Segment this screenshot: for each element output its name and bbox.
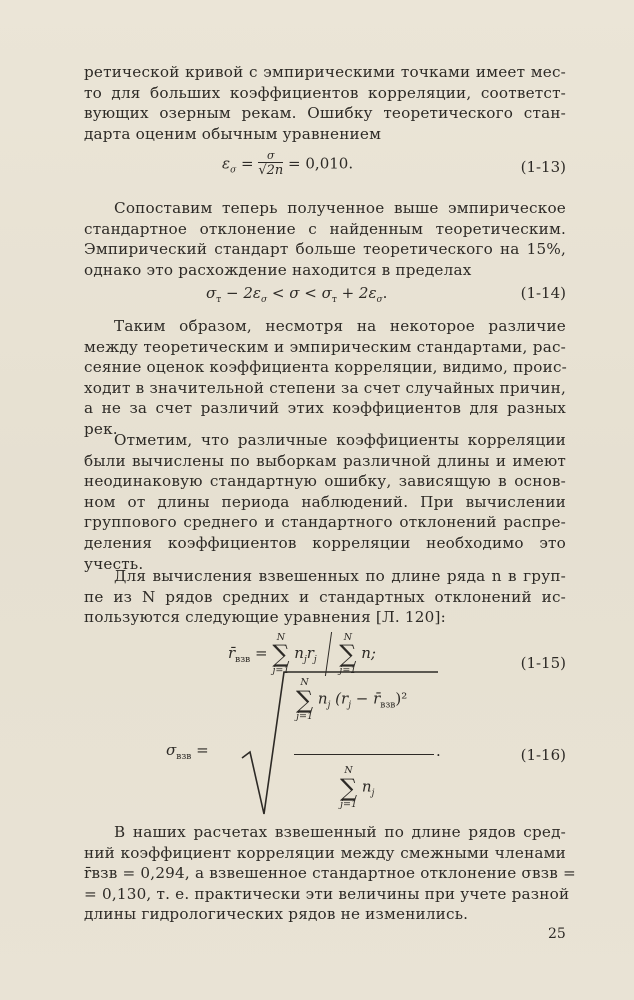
eq-subscript: σ xyxy=(376,295,383,305)
text-line: r̄взв = 0,294, а взвешенное стандартное отклонение σвзв = xyxy=(84,864,576,883)
text-line: сеяние оценок коэффициента корреляции, видимо, проис- xyxy=(84,358,568,377)
eq-term: . xyxy=(382,284,388,302)
text-line: вующих озерным рекам. Ошибку теоретического стан- xyxy=(84,104,566,123)
text-line: то для больших коэффициентов корреляции, соответст- xyxy=(84,83,566,102)
fraction-denominator: √2n xyxy=(258,163,284,178)
fraction xyxy=(258,150,283,179)
sum-upper-limit: N xyxy=(343,631,352,643)
equation-1-13: $\varepsilon_\sigma$ = $\frac{\sigma}{√2n}$ = 0,010. xyxy=(222,149,354,178)
eq-subscript: т xyxy=(331,295,337,305)
text-line: В наших расчетах взвешенный по длине рядов сред- xyxy=(114,823,566,841)
equation-number: (1-14) xyxy=(520,284,566,302)
text-line: Отметим, что различные коэффициенты корреляции xyxy=(114,431,566,449)
eq-term: n xyxy=(294,644,304,662)
sum-lower-limit: j=1 xyxy=(339,665,357,676)
eq-sign: = xyxy=(196,741,209,759)
sum-lower-limit: j=1 xyxy=(340,798,358,810)
eq-term: . xyxy=(436,742,441,760)
text-line: ретической кривой с эмпирическими точками имеет мес- xyxy=(84,63,566,81)
paragraph-6 xyxy=(84,822,576,925)
text-line: стандартное отклонение с найденным теоретическим. xyxy=(84,219,566,238)
eq-symbol: σ xyxy=(166,741,177,759)
text-line: Сопоставим теперь полученное выше эмпирическое xyxy=(114,199,566,217)
sum-lower-limit: j=1 xyxy=(296,710,314,722)
eq-term: r xyxy=(306,644,314,662)
eq-subscript: взв xyxy=(380,700,396,711)
eq-symbol: r̄ xyxy=(228,644,236,662)
text-line: пе из N рядов средних и стандартных отклонений ис- xyxy=(84,587,566,606)
text-line: деления коэффициентов корреляции необходимо это xyxy=(84,533,566,552)
eq-term: − 2ε xyxy=(226,284,261,302)
text-line: длины гидрологических рядов не изменились. xyxy=(84,905,469,924)
equation-number: (1-13) xyxy=(520,158,566,176)
fraction-bar xyxy=(294,754,434,755)
eq-subscript: j xyxy=(313,655,317,665)
sum-symbol: N ∑ j=1 xyxy=(272,631,290,676)
text-line: = 0,130, т. е. практически эти величины при учете разной xyxy=(84,884,570,903)
sum-upper-limit: N xyxy=(276,631,286,643)
text-line: ний коэффициент корреляции между смежными членами xyxy=(84,843,566,862)
fraction-numerator: σ xyxy=(258,150,283,163)
eq-lhs xyxy=(166,741,209,762)
eq-sign: = xyxy=(255,644,268,662)
eq-term: n xyxy=(317,689,328,708)
eq-subscript: взв xyxy=(235,655,251,665)
paragraph-1 xyxy=(84,62,566,144)
eq-symbol: ε xyxy=(222,154,231,173)
text-line: пользуются следующие уравнения [Л. 120]: xyxy=(84,608,446,627)
sum-symbol: N ∑ j=1 xyxy=(296,677,314,722)
equation-1-14 xyxy=(206,284,387,305)
sum-lower-limit: j=1 xyxy=(272,665,290,676)
text-line: дарта оценим обычным уравнением xyxy=(84,124,382,143)
sum-upper-limit: N xyxy=(300,677,309,688)
eq-term: − r̄ xyxy=(355,689,381,708)
eq-term: < σ < σ xyxy=(271,284,332,302)
text-line: между теоретическим и эмпирическим стандартами, рас- xyxy=(84,337,566,356)
eq-subscript: т xyxy=(216,295,222,305)
paragraph-2 xyxy=(84,198,566,280)
eq-subscript: j xyxy=(327,700,331,711)
eq-numerator xyxy=(296,678,407,721)
equation-number: (1-15) xyxy=(520,654,566,672)
equation-number: (1-16) xyxy=(520,746,566,764)
paragraph-4 xyxy=(84,430,566,574)
paragraph-5 xyxy=(84,566,566,628)
text-line: Таким образом, несмотря на некоторое различие xyxy=(114,317,566,335)
text-line: однако это расхождение находится в пределах xyxy=(84,260,472,279)
eq-term: n; xyxy=(361,644,376,662)
eq-symbol: σ xyxy=(206,284,217,302)
eq-subscript: j xyxy=(348,700,351,711)
page-number: 25 xyxy=(548,926,566,942)
eq-term: (r xyxy=(335,689,349,708)
text-line: группового среднего и стандартного отклонений распре- xyxy=(84,513,566,532)
text-line: Эмпирический стандарт больше теоретического на 15%, xyxy=(84,240,566,259)
text-line: учесть. xyxy=(84,554,144,573)
sum-symbol: N ∑ j=1 xyxy=(340,765,358,810)
text-line: неодинаковую стандартную ошибку, зависящую в основ- xyxy=(84,472,566,491)
text-line: ном от длины периода наблюдений. При вычислении xyxy=(84,492,566,511)
eq-subscript: j xyxy=(371,788,375,799)
text-line: рек. xyxy=(84,419,118,438)
eq-term: n xyxy=(361,777,372,796)
text-line: ходит в значительной степени за счет случайных причин, xyxy=(84,378,566,397)
eq-subscript: σ xyxy=(260,295,268,305)
eq-subscript: взв xyxy=(176,752,192,762)
eq-subscript: σ xyxy=(230,165,237,176)
eq-value: = 0,010. xyxy=(288,154,354,173)
text-line: Для вычисления взвешенных по длине ряда n в груп- xyxy=(114,567,566,585)
eq-denominator xyxy=(340,766,374,809)
eq-term: + 2ε xyxy=(341,284,377,302)
eq-subscript: j xyxy=(303,655,307,665)
sum-upper-limit: N xyxy=(344,765,353,776)
paragraph-3 xyxy=(84,316,566,440)
sum-symbol: N ∑ j=1 xyxy=(339,631,357,676)
text-line: были вычислены по выборкам различной длины и имеют xyxy=(84,451,566,470)
eq-term: )² xyxy=(395,689,408,708)
text-line: а не за счет различий этих коэффициентов для разных xyxy=(84,399,566,418)
